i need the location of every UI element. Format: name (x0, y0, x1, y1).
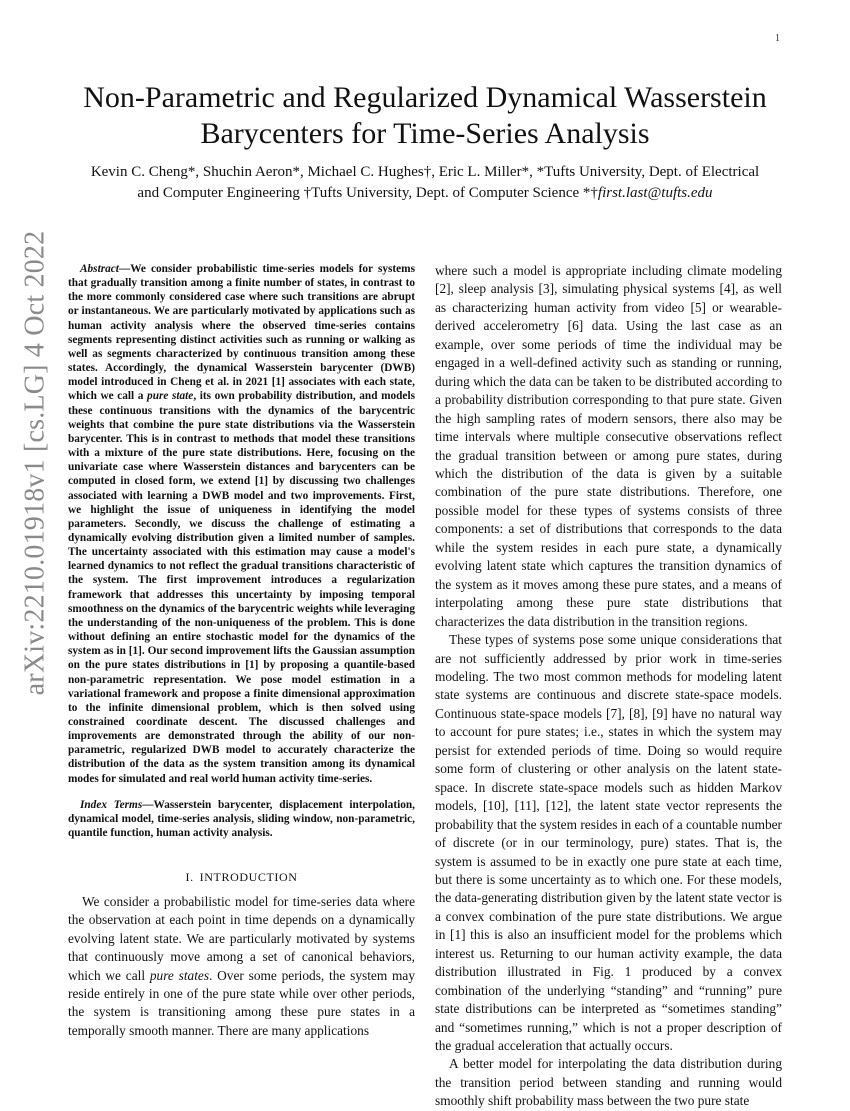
intro-text-1: We consider a probabilistic model for time-series data where the observation at each point in time depends on a dynamically evolving latent state. We are particularly motivated by systems that continuously move among a set of canonical behaviors, which we call (68, 893, 415, 983)
abstract-emphasis: pure state (147, 390, 194, 403)
author-email: first.last@tufts.edu (597, 185, 713, 201)
index-terms-text: —Wasserstein barycenter, displacement interpolation, dynamical model, time-series analysis, sliding window, non-parametric, quantile function, human activity analysis. (68, 798, 415, 840)
authors-line-2 (60, 183, 790, 204)
abstract (68, 262, 415, 786)
abstract-text-2: , its own probability distribution, and models these continuous transitions with the dynamics of the barycentric weights that combine the pure state distributions via the Wasserstein barycenter. This is in contrast to methods that model these transitions with a mixture of the pure state distributions. Here, focusing on the univariate case where Wasserstein distances and barycenters can be computed in closed form, we extend [1] by discussing two challenges associated with learning a DWB model and two improvements. First, we highlight the issue of uniqueness in identifying the model parameters. Secondly, we discuss the challenge of estimating a dynamically evolving distribution given a limited number of samples. The uncertainty associated with this estimation may cause a model's learned dynamics to not reflect the gradual transitions characteristic of the system. The first improvement introduces a regularization framework that addresses this uncertainty by imposing temporal smoothness on the dynamics of the barycentric weights while leveraging the understanding of the non-uniqueness of the problem. This is done without defining an entire stochastic model for the dynamics of the system as in [1]. Our second improvement lifts the Gaussian assumption on the pure states distributions in [1] by proposing a quantile-based non-parametric representation. We pose model estimation in a variational framework and propose a finite dimensional approximation to the infinite dimensional problem, which is then solved using constrained coordinate descent. The discussed challenges and improvements are demonstrated through the ability of our non-parametric, regularized DWB model to accurately characterize the distribution of the data as the system transition among its dynamical modes for simulated and real world human activity time-series. (68, 390, 415, 785)
section-heading-introduction (68, 868, 415, 886)
index-terms-label: Index Terms (80, 798, 143, 811)
page-number: 1 (775, 33, 780, 44)
abstract-text-1: —We consider probabilistic time-series models for systems that gradually transition among a finite number of states, in contrast to the more commonly considered case where such transitions are abrupt or instantaneous. We are particularly motivated by applications such as human activity analysis where the observed time-series contains segments representing distinct activities such as running or walking as well as segments characterized by continuous transition among these states. Accordingly, the dynamical Wasserstein barycenter (DWB) model introduced in Cheng et al. in 2021 [1] associates with each state, which we call a (68, 263, 415, 403)
intro-emphasis: pure states (149, 967, 210, 983)
abstract-label: Abstract (80, 263, 119, 275)
intro-paragraph-1 (68, 893, 415, 1041)
right-paragraph-1: where such a model is appropriate including climate modeling [2], sleep analysis [3], simulating physical systems [4], as well as characterizing human activity from video [5] or wearable-derived accelerometry [6] data. Using the last case as an example, over some periods of time the individual may be engaged in a well-defined activity such as standing or running, during which the data can be taken to be distributed according to a probability distribution corresponding to that pure state. Given the high sampling rates of modern sensors, there also may be time intervals where multiple consecutive observations reflect the gradual transition between or among pure states, during which the distribution of the data is given by a suitable combination of the pure state distributions. Therefore, one possible model for these types of systems consists of three components: a set of distributions that corresponds to the data while the system resides in each pure state, a dynamically evolving latent state which captures the transition dynamics of the system as it moves among these pure states, and a means of interpolating among these pure state distributions that characterizes the data distribution in the transition regions. (435, 263, 782, 629)
authors-line-1: Kevin C. Cheng*, Shuchin Aeron*, Michael C. Hughes†, Eric L. Miller*, *Tufts University, Dept. of Electrical (90, 164, 760, 180)
left-column (68, 262, 415, 1040)
section-number: I. (185, 870, 194, 885)
right-paragraph-3: A better model for interpolating the data distribution during the transition period between standing and running would smoothly shift probability mass between the two pure state (435, 1056, 782, 1109)
paper-title: Non-Parametric and Regularized Dynamical Wasserstein Barycenters for Time-Series Analysis (83, 81, 767, 150)
section-title: INTRODUCTION (199, 870, 298, 885)
authors-affiliation: and Computer Engineering †Tufts University, Dept. of Computer Science *† (137, 185, 598, 201)
author-block (60, 162, 790, 204)
intro-text-2: . Over some periods, the system may reside entirely in one of the pure state while over other periods, the system is transitioning among these pure states in a temporally smooth manner. There are many applications (68, 967, 416, 1038)
arxiv-identifier-stamp (14, 230, 57, 696)
right-column (435, 262, 782, 1111)
index-terms (68, 798, 415, 840)
arxiv-identifier-text: arXiv:2210.01918v1 [cs.LG] 4 Oct 2022 (19, 230, 51, 696)
right-paragraph-2: These types of systems pose some unique considerations that are not sufficiently addressed by prior work in time-series modeling. The two most common methods for modeling latent state systems are continuous and discrete state-space models. Continuous state-space models [7], [8], [9] have no natural way to account for pure states; i.e., states in which the system may persist for extended periods of time. Doing so would require some form of clustering or other analysis on the latent state-space. In discrete state-space models such as hidden Markov models, [10], [11], [12], the latent state vector represents the probability that the system resides in each of a countable number of discrete (or in our terminology, pure) states. That is, the system is assumed to be in exactly one pure state at each time, but there is some uncertainty as to which one. For these models, the data-generating distribution given by the latent state vector is a convex combination of the pure state distributions. We argue in [1] this is also an insufficient model for the problems which interest us. Returning to our human activity example, the data distribution illustrated in Fig. 1 produced by a convex combination of the underlying “standing” and “running” pure state distributions can be interpreted as “sometimes standing” and “sometimes running,” which is not a proper description of the gradual acceleration that actually occurs. (435, 632, 782, 1054)
